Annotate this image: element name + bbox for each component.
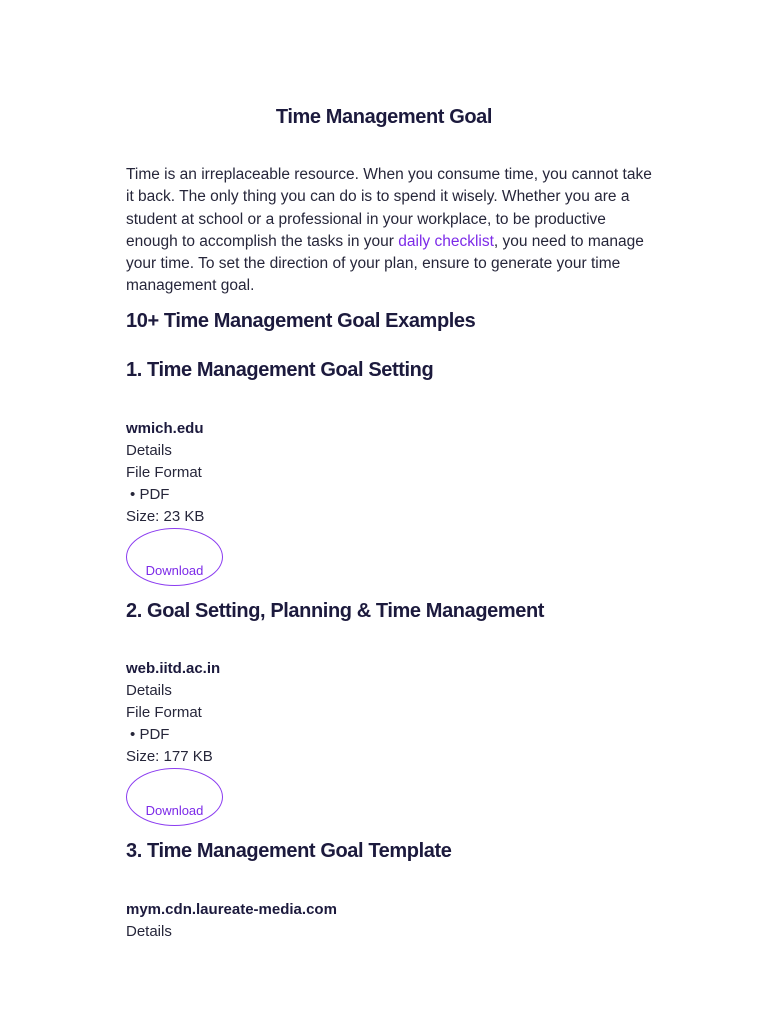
item-2-meta (126, 658, 220, 768)
bullet-icon: • (130, 726, 136, 743)
item-2-details-label: Details (126, 682, 172, 699)
item-1-meta (126, 418, 204, 528)
item-2-source: web.iitd.ac.in (126, 660, 221, 677)
intro-text-after-link: , you need to manage your time. To set the direction of your plan, ensure to generate your time management goal. (126, 232, 644, 295)
page-title: Time Management Goal (275, 106, 493, 128)
item-1-heading: 1. Time Management Goal Setting (126, 359, 434, 381)
item-3-meta (126, 899, 337, 943)
item-1-details-label: Details (126, 442, 172, 459)
bullet-icon: • (130, 486, 136, 503)
intro-text-before-link: Time is an irreplaceable resource. When you consume time, you cannot take it back. The only thing you can do is to spend it wisely. Whether you are a student at school or a professional in your workplace, to be productive enough to accomplish the tasks in your (126, 166, 652, 250)
examples-heading: 10+ Time Management Goal Examples (126, 310, 476, 332)
item-3-details-label: Details (126, 923, 172, 940)
item-1-format (126, 484, 204, 506)
item-1-format-value: PDF (139, 486, 170, 503)
item-1-source: wmich.edu (126, 420, 204, 437)
item-2-file-format-label: File Format (126, 704, 202, 721)
item-1-file-format-label: File Format (126, 464, 202, 481)
daily-checklist-link[interactable]: daily checklist (398, 232, 494, 250)
item-2-format-value: PDF (139, 726, 170, 743)
item-2-heading: 2. Goal Setting, Planning & Time Management (126, 600, 545, 622)
item-1-size: Size: 23 KB (126, 508, 205, 525)
item-2-download-button[interactable]: Download (126, 768, 223, 826)
item-3-source: mym.cdn.laureate-media.com (126, 901, 337, 918)
item-1-download-button[interactable]: Download (126, 528, 223, 586)
item-3-heading: 3. Time Management Goal Template (126, 840, 452, 862)
item-2-size: Size: 177 KB (126, 748, 213, 765)
intro-paragraph (126, 164, 656, 298)
item-2-format (126, 724, 220, 746)
